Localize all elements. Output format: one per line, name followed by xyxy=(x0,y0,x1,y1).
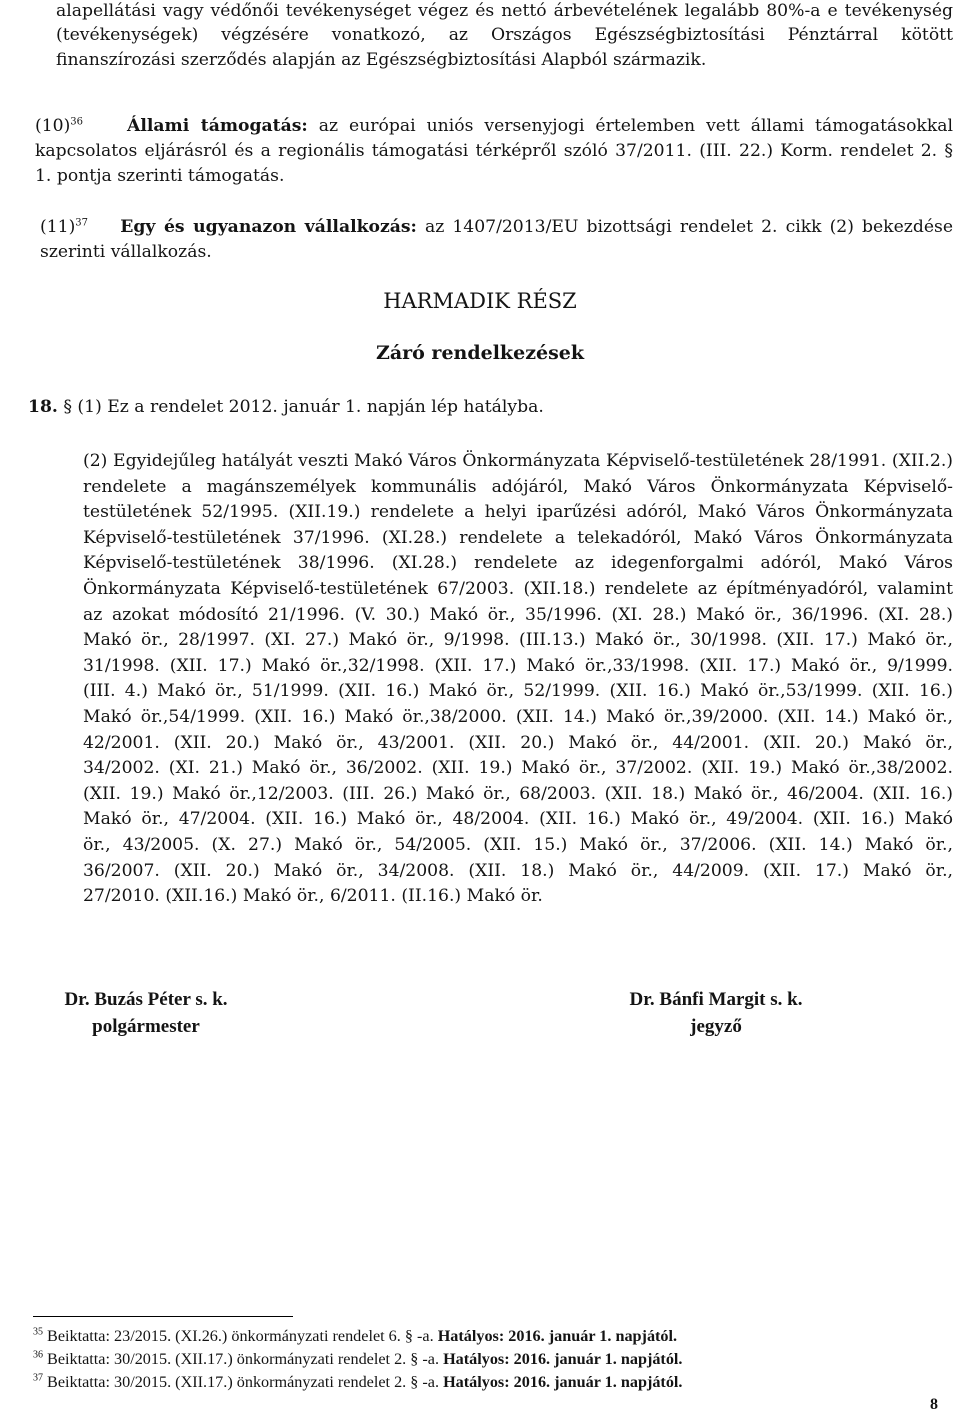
section-18-paragraph-1 xyxy=(28,396,544,418)
section-18-paragraph-2-line: Makó ör.,54/1999. (XII. 16.) Makó ör.,38/2000. (XII. 14.) Makó ör.,39/2000. (XII. 14.) Makó ör., xyxy=(83,707,953,727)
footnote-ref[interactable]: 37 xyxy=(75,217,89,229)
section-18-paragraph-2-line: 34/2002. (XI. 21.) Makó ör., 36/2002. (XII. 19.) Makó ör., 37/2002. (XII. 19.) Makó ör.,38/2002. xyxy=(83,758,953,779)
definition-10-line-2: kapcsolatos eljárásról és a regionális támogatási térképről szóló 37/2011. (III. 22.) Korm. rendelet 2. § xyxy=(35,141,953,161)
section-text: § (1) Ez a rendelet 2012. január 1. napján lép hatályba. xyxy=(63,397,544,417)
footnote xyxy=(33,1326,677,1346)
section-18-paragraph-2-line: az azokat módosító 21/1996. (V. 30.) Makó ör., 35/1996. (XI. 28.) Makó ör., 36/1996. (XI. 28.) xyxy=(83,604,953,625)
part-subtitle: Záró rendelkezések xyxy=(375,342,585,364)
section-18-paragraph-2-line: (2) Egyidejűleg hatályát veszti Makó Város Önkormányzata Képviselő-testületének 28/1991. (XII.2.) xyxy=(83,451,953,471)
footnote-text: Beiktatta: 30/2015. (XII.17.) önkormányzati rendelet 2. § -a. xyxy=(47,1350,440,1368)
definition-number: (10) xyxy=(35,116,71,136)
section-18-paragraph-2-line: 42/2001. (XII. 20.) Makó ör., 43/2001. (XII. 20.) Makó ör., 44/2001. (XII. 20.) Makó ör., xyxy=(83,732,953,753)
section-18-paragraph-2-line: Makó ör., 47/2004. (XII. 16.) Makó ör., 48/2004. (XII. 16.) Makó ör., 49/2004. (XII. 16.) Makó xyxy=(83,809,953,830)
footnote-separator xyxy=(33,1316,293,1317)
footnote-number: 35 xyxy=(33,1326,43,1338)
intro-line-2: (tevékenységek) végzésére vonatkozó, az Országos Egészségbiztosítási Pénztárral kötött xyxy=(56,25,953,45)
notary-name: Dr. Bánfi Margit s. k. xyxy=(629,989,803,1010)
definition-number: (11) xyxy=(40,217,76,237)
section-18-paragraph-2-line: rendelete a magánszemélyek kommunális adójáról, Makó Város Önkormányzata Képviselő- xyxy=(83,476,953,497)
intro-line-3: finanszírozási szerződés alapján az Egészségbiztosítási Alapból származik. xyxy=(56,50,707,70)
definition-10-line-3: 1. pontja szerinti támogatás. xyxy=(35,166,285,186)
footnote-effective-date: Hatályos: 2016. január 1. napjától. xyxy=(437,1327,678,1345)
footnote-text: Beiktatta: 30/2015. (XII.17.) önkormányzati rendelet 2. § -a. xyxy=(47,1373,440,1391)
footnote xyxy=(33,1349,682,1369)
page-number: 8 xyxy=(930,1396,938,1413)
footnote-text: Beiktatta: 23/2015. (XI.26.) önkormányzati rendelet 6. § -a. xyxy=(47,1327,434,1345)
signature-mayor xyxy=(30,986,262,1040)
notary-title: jegyző xyxy=(690,1016,742,1037)
section-18-paragraph-2-line: Képviselő-testületének 37/1996. (XI.28.) rendelete a telekadóról, Makó Város Önkormányzata xyxy=(83,527,953,548)
definition-text: az európai uniós versenyjogi értelemben vett állami támogatásokkal xyxy=(307,116,954,136)
defined-term: Állami támogatás: xyxy=(127,116,308,136)
footnote-number: 36 xyxy=(33,1349,43,1361)
footnote xyxy=(33,1372,682,1392)
part-title: HARMADIK RÉSZ xyxy=(383,289,577,313)
footnote-effective-date: Hatályos: 2016. január 1. napjától. xyxy=(443,1373,683,1391)
section-18-paragraph-2-line: testületének 52/1995. (XII.19.) rendelete a helyi iparűzési adóról, Makó Város Önkormányzata xyxy=(83,502,953,523)
section-18-paragraph-2-line: 31/1998. (XII. 17.) Makó ör.,32/1998. (XII. 17.) Makó ör.,33/1998. (XII. 17.) Makó ör., 9/1999. xyxy=(83,655,953,676)
section-18-paragraph-2-line: ör., 43/2005. (X. 27.) Makó ör., 54/2005. (XII. 15.) Makó ör., 37/2006. (XII. 14.) Makó ör., xyxy=(83,835,953,855)
footnote-number: 37 xyxy=(33,1372,43,1384)
section-18-paragraph-2-line: Képviselő-testületének 38/1996. (XI.28.) rendelete az idegenforgalmi adóról, Makó Város xyxy=(83,553,953,574)
footnote-ref[interactable]: 36 xyxy=(70,116,84,128)
section-18-paragraph-2-line: Makó ör., 28/1997. (XI. 27.) Makó ör., 9/1998. (III.13.) Makó ör., 30/1998. (XII. 17.) Makó ör., xyxy=(83,630,953,651)
section-number: 18. xyxy=(28,397,58,417)
footnote-effective-date: Hatályos: 2016. január 1. napjától. xyxy=(443,1350,683,1368)
section-18-paragraph-2-line: 36/2007. (XII. 20.) Makó ör., 34/2008. (XII. 18.) Makó ör., 44/2009. (XII. 17.) Makó ör., xyxy=(83,860,953,881)
section-18-paragraph-2-line: (XII. 19.) Makó ör.,12/2003. (III. 26.) Makó ör., 68/2003. (XII. 18.) Makó ör., 46/2004. (XII. 16.) xyxy=(83,783,953,804)
mayor-title: polgármester xyxy=(92,1016,200,1037)
section-18-paragraph-2-line: (III. 4.) Makó ör., 51/1999. (XII. 16.) Makó ör., 52/1999. (XII. 16.) Makó ör.,53/1999. (XII. 16.) xyxy=(83,681,953,702)
signature-notary xyxy=(600,986,832,1040)
definition-11-line-2: szerinti vállalkozás. xyxy=(40,242,212,262)
section-18-paragraph-2-line: 27/2010. (XII.16.) Makó ör., 6/2011. (II.16.) Makó ör. xyxy=(83,886,543,907)
defined-term: Egy és ugyanazon vállalkozás: xyxy=(120,217,417,237)
definition-text: az 1407/2013/EU bizottsági rendelet 2. cikk (2) bekezdése xyxy=(416,217,953,237)
definition-11 xyxy=(40,216,953,238)
intro-line-1: alapellátási vagy védőnői tevékenységet végez és nettó árbevételének legalább 80%-a e tevékenység xyxy=(56,1,953,21)
definition-10 xyxy=(35,115,953,137)
section-18-paragraph-2-line: Önkormányzata Képviselő-testületének 67/2003. (XII.18.) rendelete az építményadóról, valamint xyxy=(83,579,953,599)
mayor-name: Dr. Buzás Péter s. k. xyxy=(64,989,228,1010)
